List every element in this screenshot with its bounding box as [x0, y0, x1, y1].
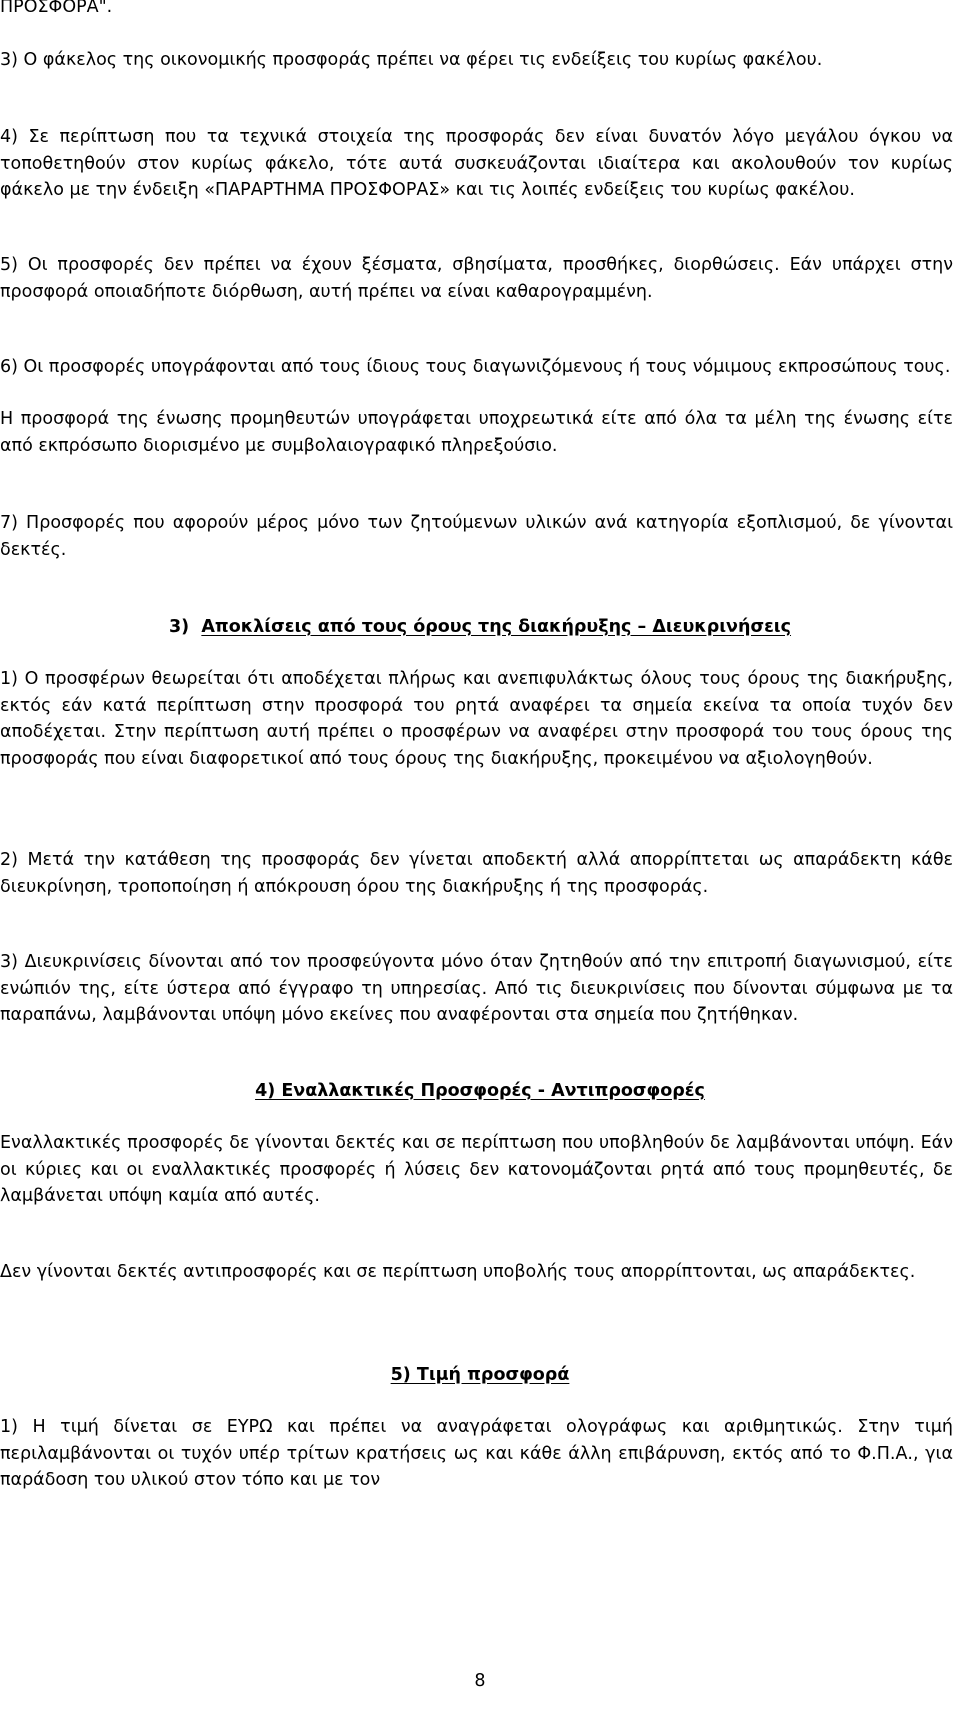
section-4-paragraph-1: Εναλλακτικές προσφορές δε γίνονται δεκτές και σε περίπτωση που υποβληθούν δε λαμβάνονται υπόψη. Εάν οι κύριες και οι εναλλακτικές προσφορές ή λύσεις δεν κατονομάζονται ρητά από τους προμηθευτές, δε λαμβάνεται υπόψη καμία από αυτές.: [0, 1133, 953, 1206]
paragraph-4: 4) Σε περίπτωση που τα τεχνικά στοιχεία της προσφοράς δεν είναι δυνατόν λόγο μεγάλου όγκου να τοποθετηθούν στον κυρίως φάκελο, τότε αυτά συσκευάζονται ιδιαίτερα και ακολουθούν τον κυρίως φάκελο με την ένδειξη «ΠΑΡΑΡΤΗΜΑ ΠΡΟΣΦΟΡΑΣ» και τις λοιπές ενδείξεις του κυρίως φακέλου.: [0, 127, 953, 200]
section-5-paragraph-1: 1) Η τιμή δίνεται σε ΕΥΡΩ και πρέπει να αναγράφεται ολογράφως και αριθμητικώς. Στην τιμή περιλαμβάνονται οι τυχόν υπέρ τρίτων κρατήσεις ως και κάθε άλλη επιβάρυνση, εκτός από το Φ.Π.Α., για παράδοση του υλικού στον τόπο και με τον: [0, 1417, 953, 1490]
paragraph-3: 3) Ο φάκελος της οικονομικής προσφοράς πρέπει να φέρει τις ενδείξεις του κυρίως φακέλου.: [0, 50, 823, 70]
paragraph-5: 5) Οι προσφορές δεν πρέπει να έχουν ξέσματα, σβησίματα, προσθήκες, διορθώσεις. Εάν υπάρχει στην προσφορά οποιαδήποτε διόρθωση, αυτή πρέπει να είναι καθαρογραμμένη.: [0, 255, 953, 302]
section-3-paragraph-1: 1) Ο προσφέρων θεωρείται ότι αποδέχεται πλήρως και ανεπιφυλάκτως όλους τους όρους της διακήρυξης, εκτός εάν κατά περίπτωση στην προσφορά του ρητά αναφέρει τα σημεία εκείνα τα οποία τυχόν δεν αποδέχεται. Στην περίπτωση αυτή πρέπει ο προσφέρων να αναφέρει στην προσφορά του τους όρους της προσφοράς που είναι διαφορετικοί από τους όρους της διακήρυξης, προκειμένου να αξιολογηθούν.: [0, 669, 953, 769]
section-4-heading: [0, 1078, 960, 1105]
section-5-heading: [0, 1362, 960, 1389]
top-fragment: ΠΡΟΣΦΟΡΑ".: [0, 0, 113, 17]
section-4-paragraph-2: Δεν γίνονται δεκτές αντιπροσφορές και σε περίπτωση υποβολής τους απορρίπτονται, ως απαράδεκτες.: [0, 1262, 916, 1282]
section-4-title: 4) Εναλλακτικές Προσφορές - Αντιπροσφορές: [255, 1081, 705, 1101]
section-3-number: 3): [168, 617, 190, 637]
section-3-paragraph-2: 2) Μετά την κατάθεση της προσφοράς δεν γίνεται αποδεκτή αλλά απορρίπτεται ως απαράδεκτη κάθε διευκρίνηση, τροποποίηση ή απόκρουση όρου της διακήρυξης ή της προσφοράς.: [0, 850, 953, 897]
paragraph-7: 7) Προσφορές που αφορούν μέρος μόνο των ζητούμενων υλικών ανά κατηγορία εξοπλισμού, δε γίνονται δεκτές.: [0, 513, 953, 560]
section-3-heading: [0, 614, 960, 641]
section-3-paragraph-3: 3) Διευκρινίσεις δίνονται από τον προσφεύγοντα μόνο όταν ζητηθούν από την επιτροπή διαγωνισμού, είτε ενώπιόν της, είτε ύστερα από έγγραφο τη υπηρεσίας. Από τις διευκρινίσεις που δίνονται σύμφωνα με τα παραπάνω, λαμβάνονται υπόψη μόνο εκείνες που αναφέρονται στα σημεία που ζητήθηκαν.: [0, 952, 953, 1025]
paragraph-6a: 6) Οι προσφορές υπογράφονται από τους ίδιους τους διαγωνιζόμενους ή τους νόμιμους εκπροσώπους τους.: [0, 357, 951, 377]
section-5-title: 5) Τιμή προσφορά: [390, 1365, 570, 1385]
paragraph-6b: Η προσφορά της ένωσης προμηθευτών υπογράφεται υποχρεωτικά είτε από όλα τα μέλη της ένωσης είτε από εκπρόσωπο διορισμένο με συμβολαιογραφικό πληρεξούσιο.: [0, 409, 953, 456]
page-number: 8: [474, 1671, 486, 1691]
section-3-title: Αποκλίσεις από τους όρους της διακήρυξης – Διευκρινήσεις: [201, 617, 792, 637]
